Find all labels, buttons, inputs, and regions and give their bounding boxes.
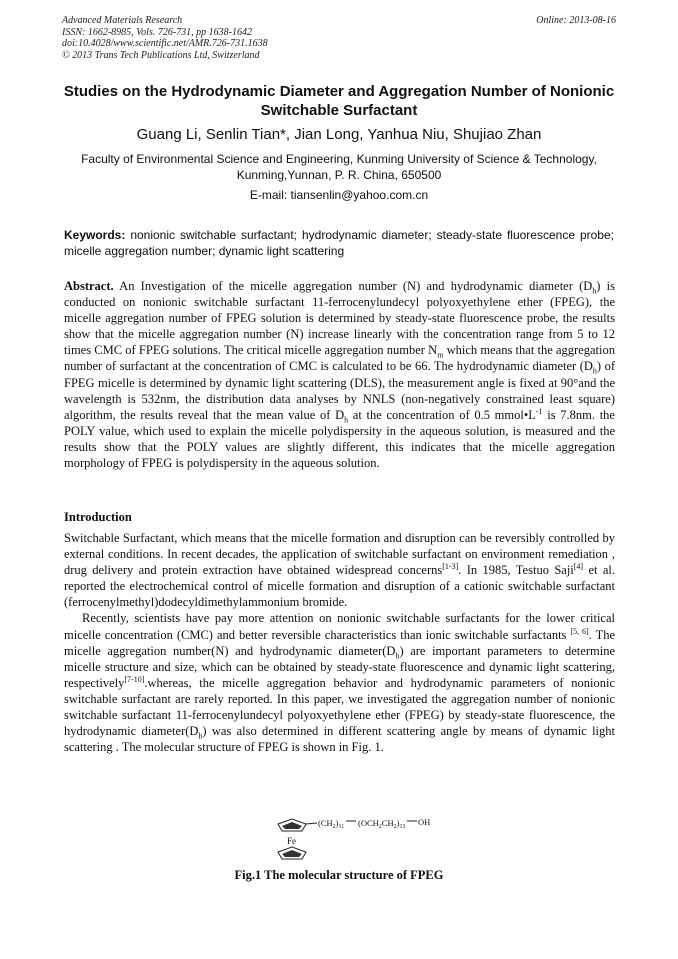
- abstract: [64, 278, 615, 471]
- journal-issn: ISSN: 1662-8985, Vols. 726-731, pp 1638-1642: [62, 26, 252, 38]
- paper-title: Studies on the Hydrodynamic Diameter and Aggregation Number of Nonionic Switchable Surfactant: [63, 83, 615, 119]
- introduction-paragraph-2: [64, 610, 615, 755]
- paragraph-text: . The micelle aggregation number(N) and hydrodynamic diameter(D: [64, 627, 615, 658]
- citation-ref[interactable]: [5, 6]: [570, 626, 589, 636]
- subscript: h: [198, 731, 203, 741]
- abstract-text: ) of FPEG micelle is determined by dynamic light scattering (DLS), the measurement angle is fixed at 90°and the wavelength is 532nm, the distribution data analyses by NNLS (non-negatively constrained least square) algorithm, the results reveal that the mean value of D: [64, 359, 615, 422]
- citation-ref[interactable]: [1-3]: [442, 562, 459, 572]
- paragraph-text: Recently, scientists have pay more attention on nonionic switchable surfactants for the lower critical micelle concentration (CMC) and better reversible characteristics than ionic switchable surfactants: [64, 611, 615, 642]
- introduction-paragraph-1: [64, 530, 615, 610]
- subscript: h: [592, 286, 597, 296]
- bond-line: [306, 823, 317, 824]
- figure-caption: Fig.1 The molecular structure of FPEG: [234, 868, 444, 882]
- author-list: Guang Li, Senlin Tian*, Jian Long, Yanhua Niu, Shujiao Zhan: [136, 126, 542, 143]
- abstract-text: ) is conducted on nonionic switchable surfactant 11-ferrocenylundecyl polyoxyethylene ether (FPEG), the micelle aggregation number of FPEG solution is determined by steady-state fluorescence probe, the results show that the micelle aggregation number (N) increase linearly with the concentration range from 5 to 12 times CMC of FPEG solutions. The critical micelle aggregation number N: [64, 279, 615, 358]
- hydroxyl-label: OH: [418, 817, 431, 827]
- subscript: h: [395, 651, 400, 661]
- abstract-text: which means that the aggregation number of surfactant at the concentration of CMC is calculated to be 66. The hydrodynamic diameter (D: [64, 343, 615, 374]
- cyclopentadienyl-ring-bottom: [278, 847, 306, 859]
- online-date: Online: 2013-08-16: [536, 15, 616, 26]
- paragraph-text: . In 1985, Testuo Saji: [458, 563, 574, 578]
- affiliation-line-2: Kunming,Yunnan, P. R. China, 650500: [236, 168, 442, 182]
- cyclopentadienyl-ring-top: [278, 819, 306, 831]
- paragraph-text: ) was also determined in different scattering angle by means of dynamic light scattering . The molecular structure of FPEG is shown in Fig. 1.: [64, 724, 615, 755]
- paragraph-text: Switchable Surfactant, which means that the micelle formation and disruption can be reversibly controlled by external conditions. In recent decades, the application of switchable surfactant on environment remediation , drug delivery and protein extraction have obtained widespread concerns: [64, 531, 615, 578]
- affiliation-line-1: Faculty of Environmental Science and Engineering, Kunming University of Science & Technology,: [81, 152, 597, 166]
- subscript: m: [437, 350, 444, 360]
- fpeg-structure-figure: [270, 812, 440, 862]
- paragraph-text: .whereas, the micelle aggregation behavior and hydrodynamic parameters of nonionic switchable surfactant are rarely reported. In this paper, we investigated the aggregation number of nonionic switchable surfactant 11-ferrocenylundecyl polyoxyethylene ether (FPEG) by steady-state fluorescence, the hydrodynamic diameter(D: [64, 675, 615, 739]
- journal-header: [62, 15, 268, 61]
- abstract-text: An Investigation of the micelle aggregation number (N) and hydrodynamic diameter (D: [113, 279, 593, 293]
- affiliation: [50, 151, 628, 183]
- journal-doi[interactable]: doi:10.4028/www.scientific.net/AMR.726-731.1638: [62, 38, 268, 49]
- paragraph-text: ) are important parameters to determine micelle structure and size, which can be obtained by steady-state fluorescence and dynamic light scattering, respectively: [64, 643, 615, 690]
- keywords: [64, 228, 614, 259]
- journal-copyright: © 2013 Trans Tech Publications Ltd, Switzerland: [62, 49, 260, 61]
- abstract-label: Abstract.: [64, 279, 114, 293]
- paragraph-text: et al. reported the electrochemical control of micelle formation and disruption of a cationic switchable surfactant (ferrocenylmethyl)dodecyldimethylammonium bromide.: [64, 563, 616, 610]
- introduction-body: [64, 530, 615, 755]
- alkyl-chain-label: $(CH_2)_{11}$: [318, 818, 345, 830]
- section-heading-introduction: Introduction: [64, 510, 132, 524]
- keywords-label: Keywords:: [64, 228, 126, 242]
- iron-atom-label: Fe: [287, 836, 296, 846]
- abstract-text: at the concentration of 0.5 mmol•L: [348, 407, 536, 422]
- citation-ref[interactable]: [4]: [573, 562, 584, 572]
- subscript: h: [344, 415, 349, 425]
- citation-ref[interactable]: [7-10]: [124, 674, 145, 684]
- corresponding-email[interactable]: E-mail: tiansenlin@yahoo.com.cn: [249, 188, 429, 202]
- abstract-text: is 7.8nm. the POLY value, which used to explain the micelle polydispersity in the aqueous solution, is measured and the results show that the POLY values are slightly different, this indicates that the micelle aggregation morphology of FPEG is polydispersity in the aqueous solution.: [64, 407, 615, 471]
- journal-name: Advanced Materials Research: [62, 15, 183, 26]
- ethoxy-chain-label: $(OCH_2CH_2)_{13}$: [358, 818, 406, 830]
- superscript: -1: [535, 406, 543, 416]
- subscript: h: [592, 366, 597, 376]
- keywords-text: nonionic switchable surfactant; hydrodynamic diameter; steady-state fluorescence probe; micelle aggregation number; dynamic light scattering: [64, 228, 614, 258]
